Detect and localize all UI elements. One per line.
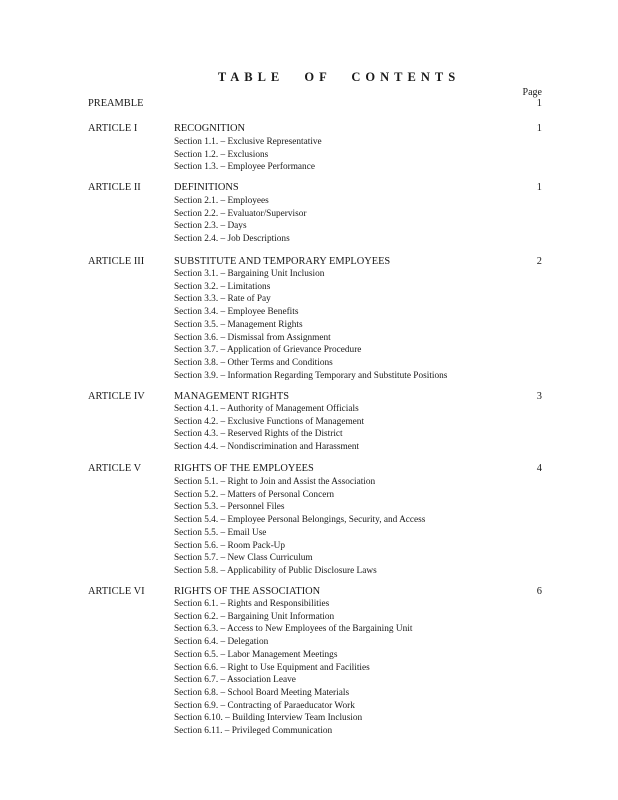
section-entry: Section 6.3. – Access to New Employees of the Bargaining Unit xyxy=(174,624,413,635)
section-entry: Section 3.8. – Other Terms and Conditions xyxy=(174,357,333,368)
section-entry: Section 6.5. – Labor Management Meetings xyxy=(174,649,338,660)
article-page: 1 xyxy=(536,182,542,193)
section-list-article-2 xyxy=(174,195,306,246)
section-entry: Section 4.2. – Exclusive Functions of Management xyxy=(174,416,365,427)
section-entry: Section 5.5. – Email Use xyxy=(174,527,267,538)
section-entry: Section 3.2. – Limitations xyxy=(174,281,271,292)
section-list-article-6 xyxy=(174,598,412,738)
section-entry: Section 4.3. – Reserved Rights of the District xyxy=(174,429,343,440)
article-label: ARTICLE III xyxy=(88,256,145,267)
section-entry: Section 3.3. – Rate of Pay xyxy=(174,294,271,305)
section-entry: Section 1.1. – Exclusive Representative xyxy=(174,137,322,147)
page-column-header: Page xyxy=(522,87,542,98)
section-entry: Section 3.5. – Management Rights xyxy=(174,319,303,330)
article-page: 4 xyxy=(536,463,542,474)
section-entry: Section 3.7. – Application of Grievance Procedure xyxy=(174,345,362,356)
section-entry: Section 3.4. – Employee Benefits xyxy=(174,307,299,318)
article-page: 1 xyxy=(536,123,542,134)
section-entry: Section 5.1. – Right to Join and Assist the Association xyxy=(174,477,376,487)
section-entry: Section 5.7. – New Class Curriculum xyxy=(174,553,313,564)
section-entry: Section 3.1. – Bargaining Unit Inclusion xyxy=(174,269,325,279)
section-entry: Section 2.2. – Evaluator/Supervisor xyxy=(174,208,307,219)
article-page: 2 xyxy=(536,256,542,267)
section-entry: Section 2.3. – Days xyxy=(174,221,247,232)
section-entry: Section 4.4. – Nondiscrimination and Harassment xyxy=(174,442,360,453)
article-label: ARTICLE II xyxy=(88,182,141,193)
section-entry: Section 5.2. – Matters of Personal Concern xyxy=(174,489,335,500)
section-entry: Section 6.4. – Delegation xyxy=(174,637,269,648)
section-list-article-4 xyxy=(174,403,364,454)
section-entry: Section 5.6. – Room Pack-Up xyxy=(174,540,286,551)
section-entry: Section 6.10. – Building Interview Team Inclusion xyxy=(174,713,363,724)
article-heading: SUBSTITUTE AND TEMPORARY EMPLOYEES xyxy=(174,256,391,267)
article-label: ARTICLE V xyxy=(88,463,142,474)
preamble-label: PREAMBLE xyxy=(88,98,144,109)
section-entry: Section 6.11. – Privileged Communication xyxy=(174,726,333,737)
section-list-article-3 xyxy=(174,268,447,382)
article-heading: DEFINITIONS xyxy=(174,182,239,193)
section-entry: Section 6.1. – Rights and Responsibilities xyxy=(174,599,330,609)
section-entry: Section 6.8. – School Board Meeting Materials xyxy=(174,687,350,698)
section-entry: Section 6.2. – Bargaining Unit Information xyxy=(174,611,335,622)
section-entry: Section 1.3. – Employee Performance xyxy=(174,162,315,173)
article-label: ARTICLE I xyxy=(88,123,138,134)
section-entry: Section 3.6. – Dismissal from Assignment xyxy=(174,332,331,343)
section-list-article-1 xyxy=(174,136,322,174)
article-heading: RIGHTS OF THE EMPLOYEES xyxy=(174,463,314,474)
article-label: ARTICLE IV xyxy=(88,391,145,402)
article-heading: RECOGNITION xyxy=(174,123,245,134)
section-entry: Section 4.1. – Authority of Management Officials xyxy=(174,404,359,414)
section-entry: Section 5.3. – Personnel Files xyxy=(174,502,285,513)
section-entry: Section 1.2. – Exclusions xyxy=(174,149,269,160)
article-heading: RIGHTS OF THE ASSOCIATION xyxy=(174,586,321,597)
article-heading: MANAGEMENT RIGHTS xyxy=(174,391,289,402)
section-entry: Section 6.6. – Right to Use Equipment and Facilities xyxy=(174,662,370,673)
toc-title: TABLE OF CONTENTS xyxy=(217,70,461,84)
section-entry: Section 3.9. – Information Regarding Temporary and Substitute Positions xyxy=(174,370,448,381)
section-entry: Section 2.1. – Employees xyxy=(174,196,269,206)
article-page: 3 xyxy=(536,391,542,402)
section-entry: Section 5.8. – Applicability of Public Disclosure Laws xyxy=(174,565,377,576)
article-label: ARTICLE VI xyxy=(88,586,145,597)
section-entry: Section 6.9. – Contracting of Paraeducator Work xyxy=(174,700,355,711)
section-entry: Section 6.7. – Association Leave xyxy=(174,675,296,686)
article-page: 6 xyxy=(536,586,542,597)
section-entry: Section 5.4. – Employee Personal Belongings, Security, and Access xyxy=(174,515,426,526)
preamble-page: 1 xyxy=(536,98,542,109)
section-entry: Section 2.4. – Job Descriptions xyxy=(174,234,290,245)
section-list-article-5 xyxy=(174,476,425,578)
